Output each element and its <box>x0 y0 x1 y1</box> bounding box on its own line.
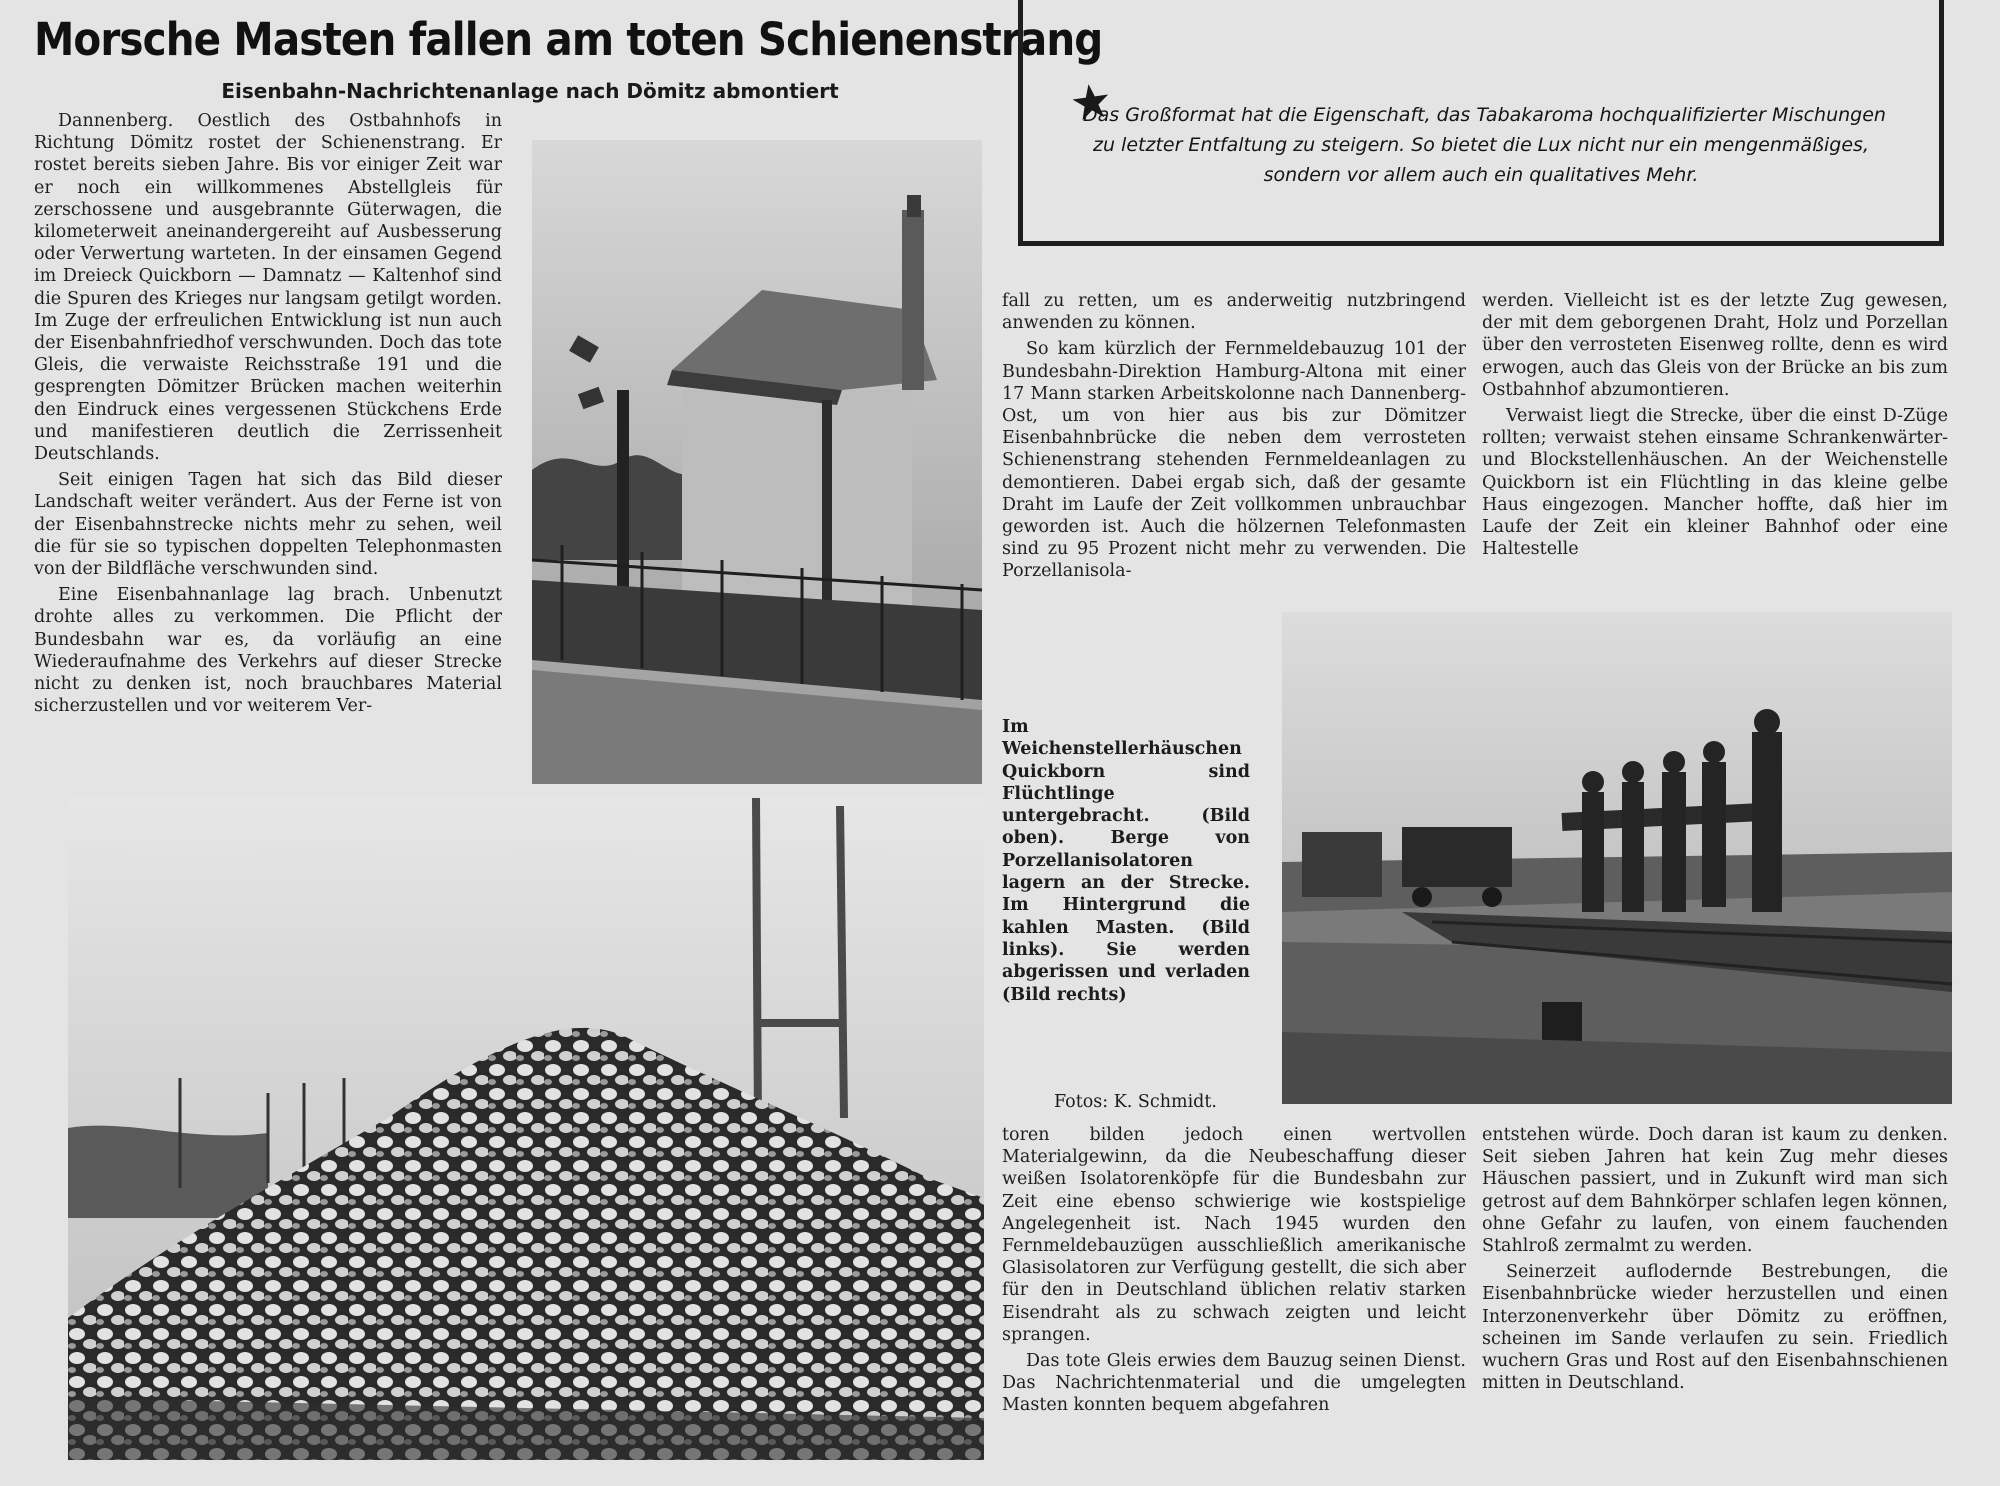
paragraph: entstehen würde. Doch daran ist kaum zu denken. Seit sieben Jahren hat kein Zug mehr dieses Häuschen passiert, und in Zukunft wird man sich getrost auf dem Bahnkörper schlafen legen können, ohne Gefahr zu laufen, von einem fauchenden Stahlroß zermalmt zu werden. <box>1482 1125 1948 1257</box>
paragraph: Eine Eisenbahnanlage lag brach. Unbenutzt drohte alles zu verkommen. Die Pflicht der Bundesbahn war es, da vorläufig an eine Wiederaufnahme des Verkehrs auf dieser Strecke nicht zu denken ist, noch brauchbares Material sicherzustellen und vor weiterem Ver- <box>34 585 502 717</box>
article-column-3 <box>1482 290 1948 600</box>
paragraph: Das tote Gleis erwies dem Bauzug seinen Dienst. Das Nachrichtenmaterial und die umgelegten Masten konnten bequem abgefahren <box>1002 1351 1466 1416</box>
article-column-4 <box>1002 1124 1466 1468</box>
workers-carrying-mast-photo <box>1282 612 1952 1104</box>
photo-credit: Fotos: K. Schmidt. <box>1054 1092 1217 1112</box>
photo-caption: Im Weichenstellerhäuschen Quickborn sind Flüchtlinge untergebracht. (Bild oben). Berge von Porzellanisolatoren lagern an der Strecke. Im Hintergrund die kahlen Masten. (Bild links). Sie werden abgerissen und verladen (Bild rechts) <box>1002 717 1250 1005</box>
ad-line: Das Großformat hat die Eigenschaft, das Tabakaroma hochqualifizierter Mischungen <box>1083 104 1886 126</box>
paragraph: Dannenberg. Oestlich des Ostbahnhofs in Richtung Dömitz rostet der Schienenstrang. Er rostet bereits sieben Jahre. Bis vor einiger Zeit war er noch ein willkommenes Abstellgleis für zerschossene und ausgebrannte Güterwagen, die kilometerweit aneinandergereiht auf Ausbesserung oder Verwertung warteten. In der einsamen Gegend im Dreieck Quickborn — Damnatz — Kaltenhof sind die Spuren des Krieges nur langsam getilgt worden. Im Zuge der erfreulichen Entwicklung ist nun auch der Eisenbahnfriedhof verschwunden. Doch das tote Gleis, die verwaiste Reichsstraße 191 und die gesprengten Dömitzer Brücken machen weiterhin den Eindruck eines vergessenen Stückchens Erde und manifestieren deutlich die Zerrissenheit Deutschlands. <box>34 111 502 465</box>
paragraph: toren bilden jedoch einen wertvollen Materialgewinn, da die Neubeschaffung dieser weißen Isolatorenköpfe für die Bundesbahn zur Zeit eine ebenso schwierige wie kostspielige Angelegenheit ist. Nach 1945 wurden den Fernmeldebauzügen ausschließlich amerikanische Glasisolatoren zur Verfügung gestellt, die sich aber für den in Deutschland üblichen relativ starken Eisendraht als zu schwach zeigten und leicht sprangen. <box>1002 1125 1466 1345</box>
article-subheadline: Eisenbahn-Nachrichtenanlage nach Dömitz abmontiert <box>221 79 839 103</box>
paragraph: werden. Vielleicht ist es der letzte Zug gewesen, der mit dem geborgenen Draht, Holz und Porzellan über den verrosteten Eisenweg rollte, denn es wird erwogen, auch das Gleis von der Brücke an bis zum Ostbahnhof abzumontieren. <box>1482 291 1948 400</box>
article-column-5 <box>1482 1124 1948 1468</box>
paragraph: Seit einigen Tagen hat sich das Bild dieser Landschaft weiter verändert. Aus der Ferne ist von der Eisenbahnstrecke nichts mehr zu sehen, weil die für sie so typischen doppelten Telephonmasten von der Bildfläche verschwunden sind. <box>34 470 502 580</box>
advertisement-text <box>1083 100 1886 190</box>
house-photo <box>532 140 982 784</box>
advertisement-box <box>1018 0 1944 246</box>
insulator-pile-photo <box>68 798 984 1460</box>
paragraph: So kam kürzlich der Fernmeldebauzug 101 der Bundesbahn-Direktion Hamburg-Altona mit einer 17 Mann starken Arbeitskolonne nach Dannenberg-Ost, um von hier aus bis zur Dömitzer Eisenbahnbrücke die neben dem verrosteten Schienenstrang stehenden Fernmeldeanlagen zu demontieren. Dabei ergab sich, daß der gesamte Draht im Laufe der Zeit vollkommen unbrauchbar geworden ist. Auch die hölzernen Telefonmasten sind zu 95 Prozent nicht mehr zu verwenden. Die Porzellanisola- <box>1002 339 1466 582</box>
ad-line: sondern vor allem auch ein qualitatives Mehr. <box>1263 164 1699 186</box>
paragraph: Verwaist liegt die Strecke, über die einst D-Züge rollten; verwaist stehen einsame Schrankenwärter- und Blockstellenhäuschen. An der Weichenstelle Quickborn ist ein Flüchtling in das kleine gelbe Haus eingezogen. Mancher hoffte, daß hier im Laufe der Zeit ein kleiner Bahnhof oder eine Haltestelle <box>1482 406 1948 560</box>
paragraph: fall zu retten, um es anderweitig nutzbringend anwenden zu können. <box>1002 291 1466 334</box>
ad-line: zu letzter Entfaltung zu steigern. So bietet die Lux nicht nur ein mengenmäßiges, <box>1093 134 1869 156</box>
paragraph: Seinerzeit auflodernde Bestrebungen, die Eisenbahnbrücke wieder herzustellen und einen Interzonenverkehr über Dömitz zu eröffnen, scheinen im Sande verlaufen zu sein. Friedlich wuchern Gras und Rost auf den Eisenbahnschienen mitten in Deutschland. <box>1482 1262 1948 1394</box>
article-column-1 <box>34 110 502 786</box>
article-headline: Morsche Masten fallen am toten Schienenstrang <box>34 13 1103 66</box>
article-column-2 <box>1002 290 1466 590</box>
